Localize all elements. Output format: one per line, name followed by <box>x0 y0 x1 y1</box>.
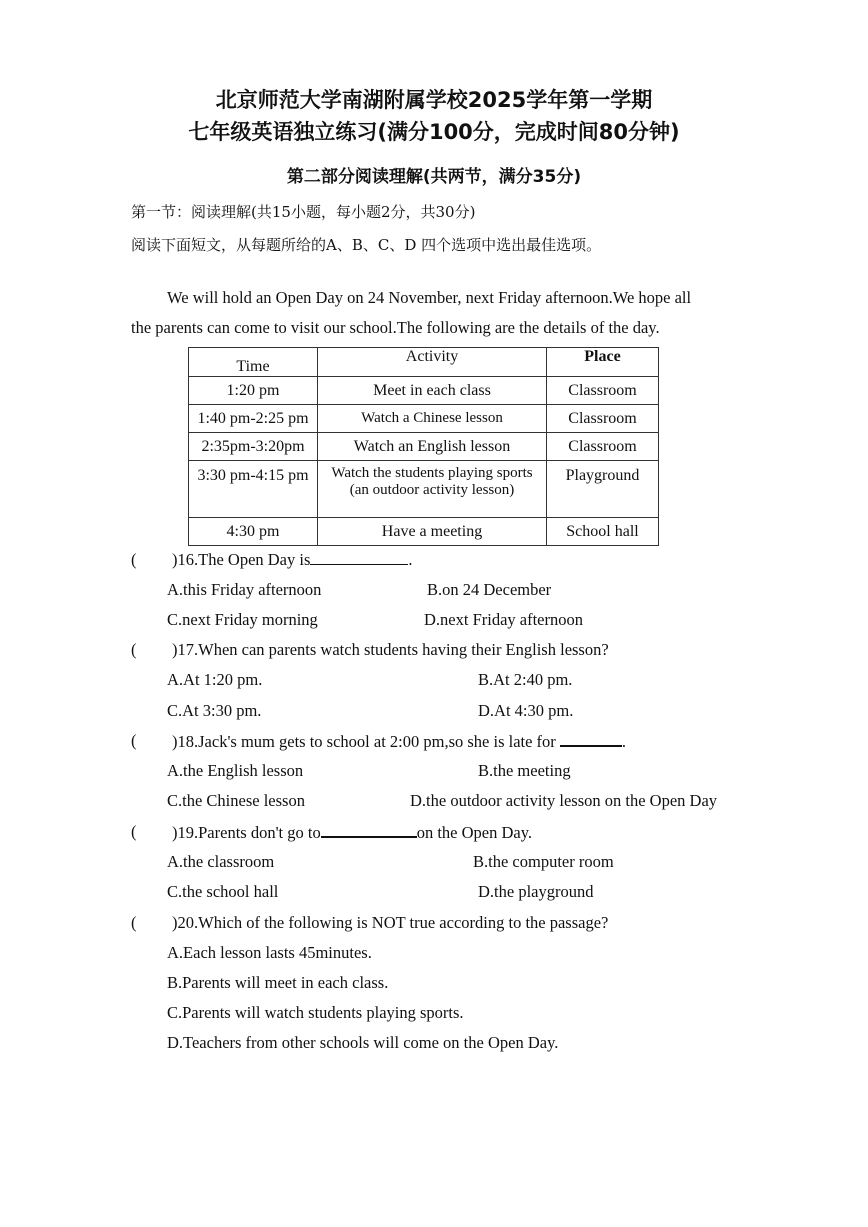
q20-option-d[interactable]: D.Teachers from other schools will come on the Open Day. <box>167 1033 559 1052</box>
q17-stem: )17.When can parents watch students having their English lesson? <box>172 640 609 659</box>
q19-text: )19.Parents don't go to <box>172 823 321 842</box>
cell-place: School hall <box>547 518 659 546</box>
section-title: 第二部分阅读理解(共两节，满分35分) <box>286 167 582 187</box>
q16-option-c[interactable]: C.next Friday morning <box>167 610 318 629</box>
table-row <box>189 518 659 546</box>
passage-line-1: We will hold an Open Day on 24 November, next Friday afternoon.We hope all <box>167 288 692 307</box>
q17-option-c[interactable]: C.At 3:30 pm. <box>167 701 262 720</box>
q18-option-c[interactable]: C.the Chinese lesson <box>167 791 305 810</box>
q18-stem <box>172 731 626 752</box>
cell-time: 3:30 pm-4:15 pm <box>189 461 318 518</box>
q20-stem: )20.Which of the following is NOT true according to the passage? <box>172 913 609 932</box>
cell-activity-line1: Watch the students playing sports <box>331 465 533 481</box>
table-row <box>189 405 659 433</box>
cell-activity: Watch an English lesson <box>318 433 547 461</box>
q17-option-b[interactable]: B.At 2:40 pm. <box>478 670 573 689</box>
q18-end: . <box>621 732 627 751</box>
q16-option-d[interactable]: D.next Friday afternoon <box>424 610 583 629</box>
cell-place: Playground <box>547 461 659 518</box>
cell-activity: Have a meeting <box>318 518 547 546</box>
instruction-text: 阅读下面短文，从每题所给的A、B、C、D 四个选项中选出最佳选项。 <box>131 236 602 254</box>
cell-activity: Meet in each class <box>318 377 547 405</box>
cell-time: 1:40 pm-2:25 pm <box>189 405 318 433</box>
cell-activity-line2: (an outdoor activity lesson) <box>349 482 515 498</box>
schedule-table <box>188 347 659 546</box>
q19-option-b[interactable]: B.the computer room <box>473 852 614 871</box>
q19-blank[interactable] <box>321 822 417 838</box>
q17-answer-paren[interactable]: ( <box>131 640 137 659</box>
table-row <box>189 433 659 461</box>
q19-answer-paren[interactable]: ( <box>131 822 137 841</box>
q19-option-d[interactable]: D.the playground <box>478 882 594 901</box>
q16-stem <box>172 550 413 570</box>
q18-answer-paren[interactable]: ( <box>131 731 137 750</box>
table-row <box>189 461 659 518</box>
q16-option-a[interactable]: A.this Friday afternoon <box>167 580 322 599</box>
cell-place: Classroom <box>547 405 659 433</box>
subsection-heading: 第一节：阅读理解(共15小题，每小题2分，共30分) <box>131 203 476 221</box>
q20-option-c[interactable]: C.Parents will watch students playing sports. <box>167 1003 464 1022</box>
q18-option-a[interactable]: A.the English lesson <box>167 761 304 780</box>
table-row <box>189 377 659 405</box>
header-place: Place <box>547 348 659 377</box>
q16-end: . <box>408 550 413 569</box>
q17-option-a[interactable]: A.At 1:20 pm. <box>167 670 263 689</box>
q17-option-d[interactable]: D.At 4:30 pm. <box>478 701 574 720</box>
cell-place: Classroom <box>547 377 659 405</box>
header-activity: Activity <box>318 348 547 377</box>
passage-line-2: the parents can come to visit our school.The following are the details of the day. <box>131 318 660 337</box>
q16-text: )16.The Open Day is <box>172 550 311 569</box>
q18-option-d[interactable]: D.the outdoor activity lesson on the Open Day <box>410 791 718 810</box>
cell-activity <box>318 461 547 518</box>
table-header-row <box>189 348 659 377</box>
q19-option-a[interactable]: A.the classroom <box>167 852 275 871</box>
exam-title-line2: 七年级英语独立练习(满分100分，完成时间80分钟) <box>188 120 680 144</box>
q18-text: )18.Jack's mum gets to school at 2:00 pm,so she is late for <box>172 732 556 751</box>
q18-blank[interactable] <box>560 731 622 747</box>
q16-option-b[interactable]: B.on 24 December <box>427 580 552 599</box>
q19-stem <box>172 822 532 843</box>
cell-time: 4:30 pm <box>189 518 318 546</box>
header-time: Time <box>189 348 318 377</box>
q20-option-b[interactable]: B.Parents will meet in each class. <box>167 973 389 992</box>
q18-option-b[interactable]: B.the meeting <box>478 761 571 780</box>
cell-activity: Watch a Chinese lesson <box>318 405 547 433</box>
q16-blank[interactable] <box>310 550 408 565</box>
cell-time: 2:35pm-3:20pm <box>189 433 318 461</box>
cell-time: 1:20 pm <box>189 377 318 405</box>
q20-answer-paren[interactable]: ( <box>131 913 137 932</box>
cell-place: Classroom <box>547 433 659 461</box>
q19-end: on the Open Day. <box>416 823 533 842</box>
q19-option-c[interactable]: C.the school hall <box>167 882 279 901</box>
q16-answer-paren[interactable]: ( <box>131 550 137 569</box>
q20-option-a[interactable]: A.Each lesson lasts 45minutes. <box>167 943 372 962</box>
exam-title-line1: 北京师范大学南湖附属学校2025学年第一学期 <box>215 88 653 112</box>
